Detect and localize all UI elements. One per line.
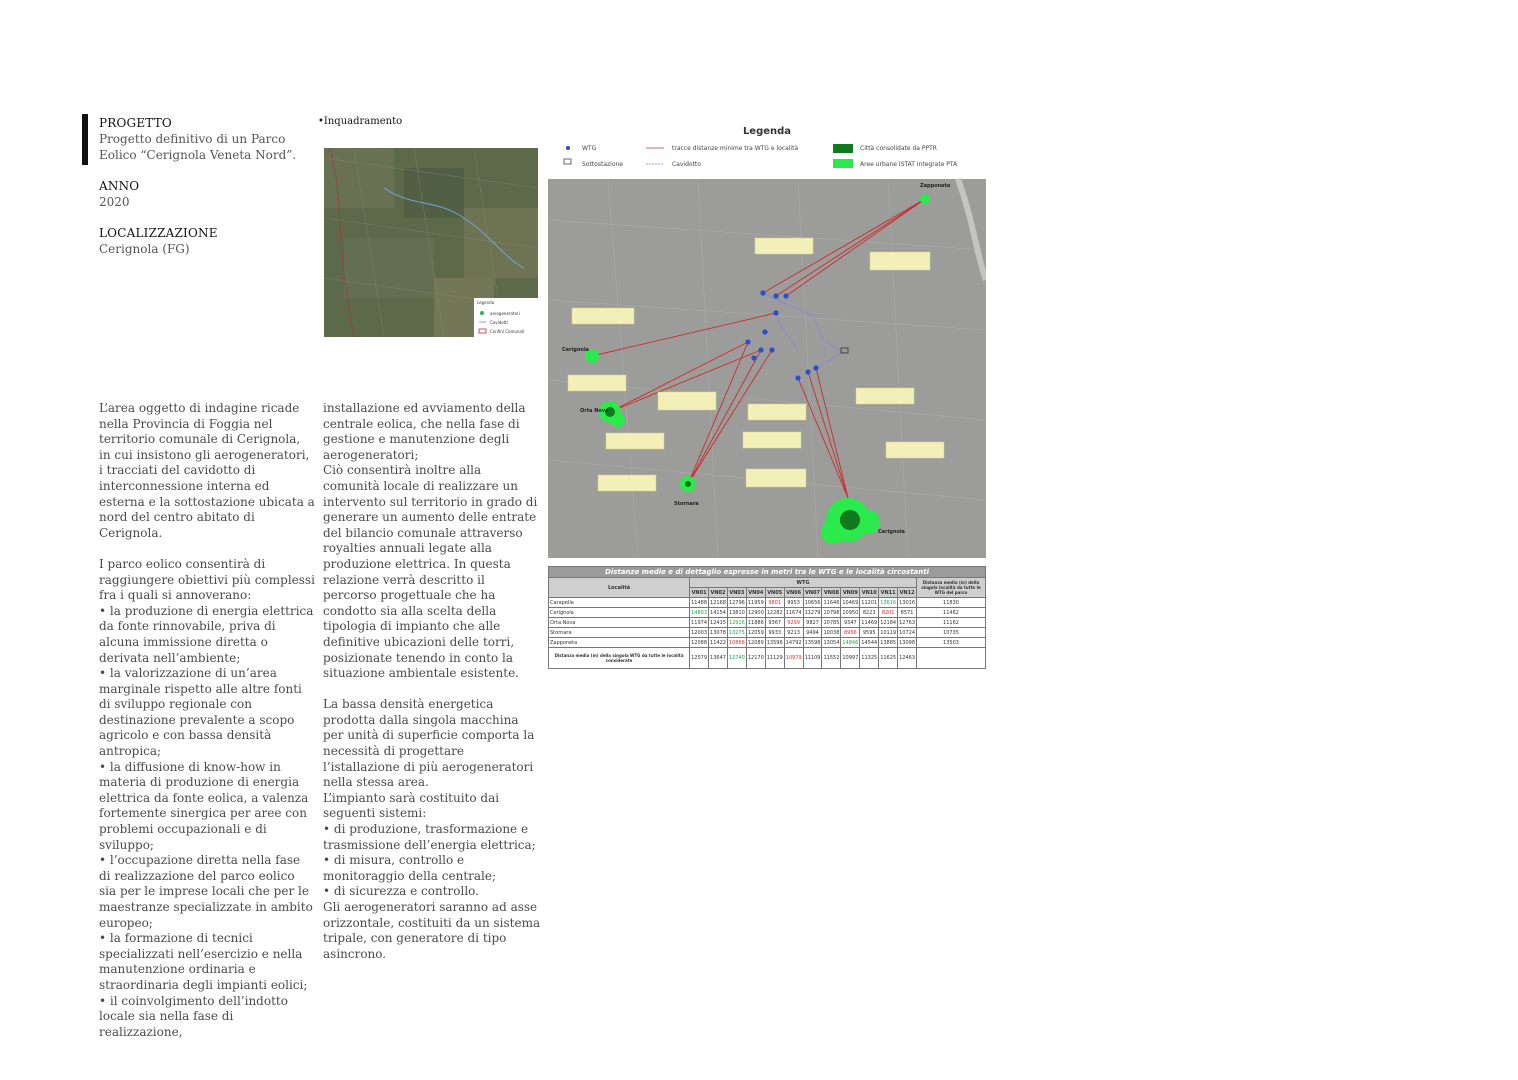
table-avg-cell: 11552	[822, 648, 841, 669]
aerial-map-image	[324, 148, 538, 337]
table-row	[549, 598, 986, 608]
table-row-localita: Zapponeta	[549, 638, 690, 648]
table-col-header: VN04	[748, 589, 764, 596]
table-col-header: VN06	[786, 589, 802, 596]
table-cell: 13596	[766, 639, 783, 646]
map-legend-urban: Aree urbane ISTAT integrate PTA	[860, 161, 958, 168]
table-cell: 11488	[691, 599, 708, 606]
table-cell: 12415	[710, 619, 726, 626]
table-cell: 9213	[784, 628, 803, 638]
table-col-header: VN02	[710, 589, 726, 596]
table-empty-cell	[917, 648, 986, 669]
table-col-header: VN01	[691, 589, 707, 596]
map-legend-wtg: WTG	[582, 145, 597, 152]
table-cell: 8201	[879, 608, 898, 618]
accent-bar	[82, 114, 88, 165]
table-cell: 13885	[880, 639, 897, 646]
table-cell: 13078	[710, 629, 726, 636]
table-title: Distanze medie e di dettaglio espresse in metri tra le WTG e le località circostanti	[549, 567, 986, 578]
anno-value: 2020	[99, 195, 130, 209]
map-place-label: Stornara	[674, 501, 699, 507]
table-avg-cell: 10997	[841, 648, 860, 669]
distance-table	[548, 566, 986, 669]
table-row-avg: 11462	[917, 608, 986, 618]
table-cell: 10724	[899, 629, 915, 636]
table-avg-cell: 13647	[709, 648, 728, 669]
aerial-legend-title: Legenda	[477, 300, 495, 305]
table-row-localita: Stornara	[549, 628, 690, 638]
table-cell: 11646	[823, 599, 840, 606]
table-avg-cell: 10979	[784, 648, 803, 669]
table-cell: 11674	[785, 609, 802, 616]
table-cell: 11959	[747, 599, 764, 606]
table-avg-cell: 12579	[690, 648, 709, 669]
table-cell: 14792	[785, 639, 802, 646]
table-cell: 10798	[823, 609, 840, 616]
table-row-avg: 10735	[917, 628, 986, 638]
table-cell: 10950	[842, 609, 859, 616]
table-avg-cell: 11109	[803, 648, 822, 669]
table-avg-row-label: Distanza media (m) della singola WTG da tutte le località considerate	[549, 648, 690, 669]
project-info	[99, 115, 309, 257]
map-place-label: Orta Nova	[580, 408, 609, 414]
table-avg-cell: 12170	[746, 648, 765, 669]
table-row	[549, 618, 986, 628]
table-cell: 11886	[747, 619, 764, 626]
aerial-legend-item: Cavidotti	[490, 320, 508, 325]
table-row-localita: Cerignola	[549, 608, 690, 618]
table-cell: 8571	[898, 608, 917, 618]
table-avg-cell: 11625	[879, 648, 898, 669]
localizzazione-label: LOCALIZZAZIONE	[99, 226, 218, 240]
aerial-legend-item: aerogeneratori	[490, 311, 520, 316]
map-legend-traces: tracce distanze minime tra WTG e località	[672, 145, 799, 152]
map-place-label: Cerignola	[878, 529, 905, 535]
map-legend-cities: Città consolidate da PPTR	[860, 145, 937, 152]
progetto-label: PROGETTO	[99, 116, 172, 130]
table-row	[549, 608, 986, 618]
localizzazione-value: Cerignola (FG)	[99, 242, 190, 256]
table-cell: 11279	[804, 609, 821, 616]
table-cell: 11422	[710, 639, 726, 646]
map-legend-substation: Sottostazione	[582, 161, 623, 168]
table-cell: 9595	[860, 628, 879, 638]
table-cell: 11201	[861, 599, 878, 606]
inquadramento-caption: •Inquadramento	[318, 116, 403, 127]
table-cell: 12282	[766, 609, 783, 616]
table-header-localita: Località	[549, 578, 690, 598]
map-place-label: Zapponeta	[920, 183, 951, 189]
aerial-legend-item: Confini Comunali	[490, 329, 525, 334]
map-legend-title: Legenda	[742, 126, 792, 137]
table-avg-cell: 12463	[898, 648, 917, 669]
table-col-header: VN09	[842, 589, 858, 596]
table-row-avg: 11162	[917, 618, 986, 628]
table-cell: 12796	[728, 599, 745, 606]
table-col-header: VN08	[823, 589, 839, 596]
table-col-header: VN07	[805, 589, 821, 596]
table-cell: 9827	[803, 618, 822, 628]
table-avg-cell: 12740	[727, 648, 746, 669]
body-text-column-1: L’area oggetto di indagine ricade nella Provincia di Foggia nel territorio comunale di Cerignola, in cui insistono gli aerogeneratori, i tracciati del cavidotto di interconnessione interna ed esterna e la sottostazione ubicata a nord del centro abitato di Cerignola. I parco eolico consentirà di raggiungere obiettivi più complessi fra i quali si annoverano: • la produzione di energia elettrica da fonte rinnovabile, priva di alcuna immissione diretta o derivata nell’ambiente; • la valorizzazione di un’area marginale rispetto alle altre fonti di sviluppo regionale con destinazione prevalente a scopo agricolo e con bassa densità antropica; • la diffusione di know-how in materia di produzione di energia elettrica da fonte eolica, a valenza fortemente sinergica per aree con problemi occupazionali e di sviluppo; • l’occupazione diretta nella fase di realizzazione del parco eolico sia per le imprese locali che per le maestranze specializzate in ambito europeo; • la formazione di tecnici specializzati nell’esercizio e nella manutenzione ordinaria e straordinaria degli impianti eolici; • il coinvolgimento dell’indotto locale sia nella fase di realizzazione,	[99, 401, 315, 1039]
table-avg-cell: 11129	[765, 648, 784, 669]
table-row-avg: 11830	[917, 598, 986, 608]
table-cell: 12168	[710, 599, 726, 606]
table-cell: 11469	[861, 619, 878, 626]
table-cell: 13275	[728, 629, 745, 636]
table-cell: 14544	[861, 639, 878, 646]
table-cell: 9801	[765, 598, 784, 608]
table-cell: 13598	[804, 639, 821, 646]
table-body	[549, 598, 986, 648]
table-cell: 13054	[823, 639, 840, 646]
table-cell: 12059	[747, 629, 764, 636]
table-cell: 9933	[765, 628, 784, 638]
table-header-avg: Distanza media (m) della singola località da tutte le WTG del parco	[917, 578, 986, 598]
table-cell: 14803	[691, 609, 708, 616]
table-cell: 14846	[842, 639, 859, 646]
table-cell: 8956	[841, 628, 860, 638]
table-cell: 12089	[747, 639, 764, 646]
table-cell: 12184	[880, 619, 897, 626]
table-cell: 9494	[803, 628, 822, 638]
map-legend-cable: Cavidotto	[672, 161, 701, 168]
table-cell: 10119	[880, 629, 897, 636]
table-cell: 13810	[728, 609, 745, 616]
table-col-header: VN12	[899, 589, 915, 596]
table-cell: 12003	[691, 629, 708, 636]
table-cell: 12916	[728, 619, 745, 626]
table-avg-cell: 11325	[860, 648, 879, 669]
table-cell: 9953	[784, 598, 803, 608]
table-cell: 10866	[728, 639, 745, 646]
table-header-wtg: WTG	[690, 578, 917, 588]
table-col-header: VN11	[880, 589, 896, 596]
table-row	[549, 628, 986, 638]
anno-label: ANNO	[99, 179, 140, 193]
body-text-column-2: installazione ed avviamento della centrale eolica, che nella fase di gestione e manutenzione degli aerogeneratori; Ciò consentirà inoltre alla comunità locale di realizzare un intervento sul territorio in grado di generare un aumento delle entrate del bilancio comunale attraverso royalties annuali legate alla produzione elettrica. In questa relazione verrà descritto il percorso progettuale che ha condotto sia alla scelta della tipologia di impianto che alle definitive ubicazioni delle torri, posizionate tenendo in conto la situazione ambientale esistente. La bassa densità energetica prodotta dalla singola macchina per unità di superficie comporta la necessità di progettare l’istallazione di più aerogeneratori nella stessa area. L’impianto sarà costituito dai seguenti sistemi: • di produzione, trasformazione e trasmissione dell’energia elettrica; • di misura, controllo e monitoraggio della centrale; • di sicurezza e controllo. Gli aerogeneratori saranno ad asse orizzontale, costituiti da un sistema tripale, con generatore di tipo asincrono.	[323, 401, 541, 961]
table-cell: 12763	[899, 619, 915, 626]
table-cell: 12900	[747, 609, 764, 616]
wtg-distance-map	[548, 120, 986, 560]
table-cell: 13616	[880, 599, 897, 606]
table-cell: 10785	[823, 619, 840, 626]
table-cell: 11974	[691, 619, 708, 626]
map-place-label: Cerignola	[562, 347, 589, 353]
table-cell: 9299	[784, 618, 803, 628]
table-cell: 14154	[710, 609, 726, 616]
progetto-value: Progetto definitivo di un Parco Eolico “Cerignola Veneta Nord”.	[99, 132, 297, 162]
table-cell: 12088	[691, 639, 708, 646]
table-row-localita: Carapelle	[549, 598, 690, 608]
table-cell: 13098	[899, 639, 915, 646]
table-cell: 9367	[765, 618, 784, 628]
table-row	[549, 638, 986, 648]
table-col-header: VN03	[729, 589, 745, 596]
table-cell: 9347	[841, 618, 860, 628]
table-col-header: VN10	[861, 589, 877, 596]
table-row-avg: 13503	[917, 638, 986, 648]
table-cell: 13016	[899, 599, 915, 606]
table-cell: 10656	[804, 599, 821, 606]
table-row-localita: Orta Nova	[549, 618, 690, 628]
table-col-header: VN05	[767, 589, 783, 596]
table-cell: 8223	[860, 608, 879, 618]
table-cell: 10469	[842, 599, 859, 606]
table-cell: 10038	[823, 629, 840, 636]
